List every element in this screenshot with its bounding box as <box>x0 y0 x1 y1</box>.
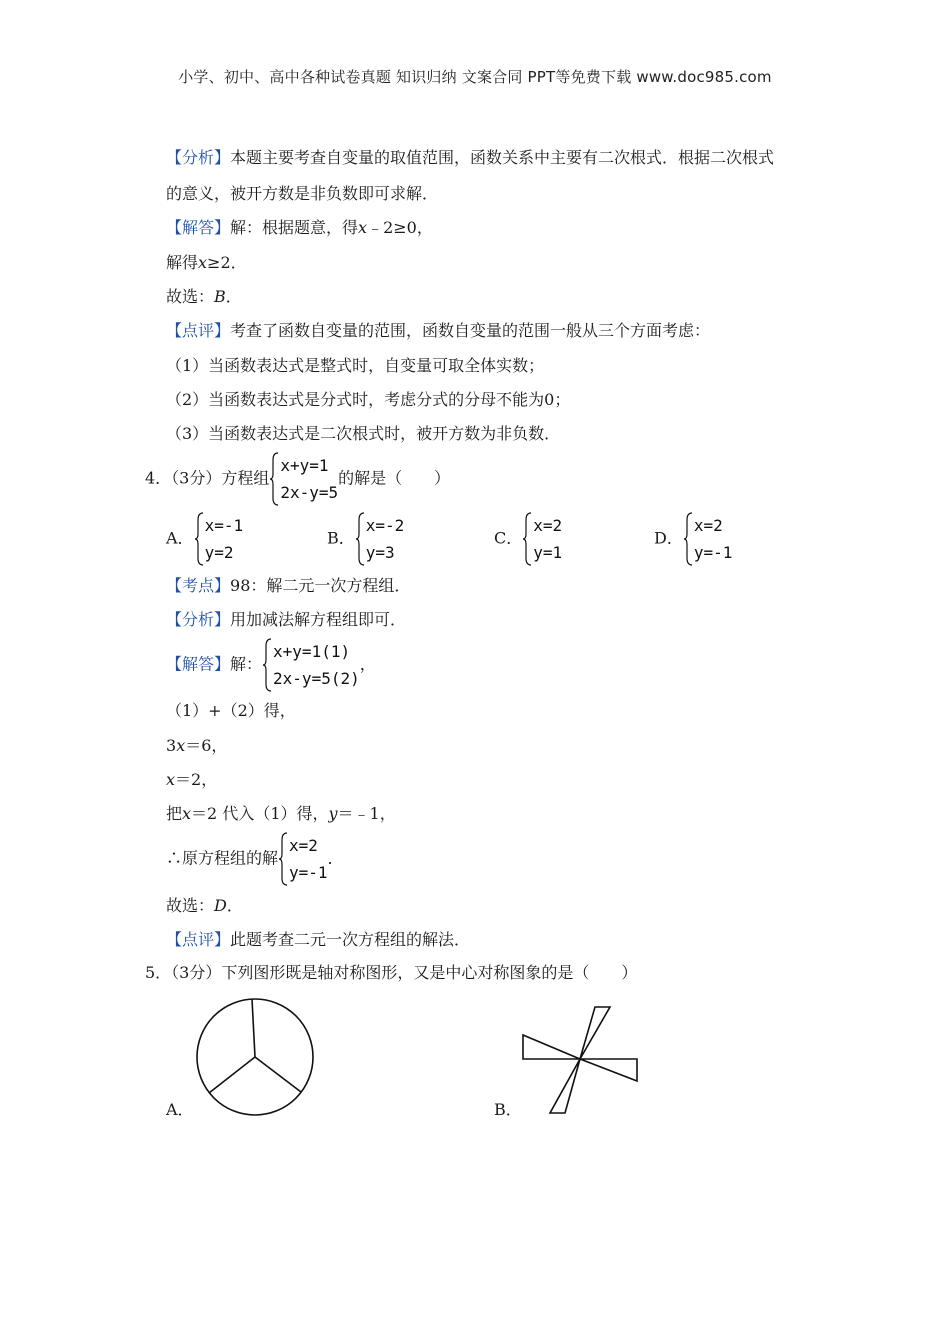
result-end: ． <box>327 848 344 868</box>
equation: y=-1 <box>693 543 733 562</box>
option-b-label[interactable]: B． <box>494 1100 522 1119</box>
equation: 2x-y=5 <box>280 483 339 502</box>
q3-answer-text: 解：根据题意，得 <box>230 218 359 237</box>
brace-icon <box>262 638 272 692</box>
option-d[interactable] <box>654 512 732 566</box>
q4-step-3 <box>166 770 217 790</box>
option-label: C． <box>494 528 523 548</box>
equation: x+y=1(1) <box>273 642 351 661</box>
q4-stem <box>145 452 450 506</box>
q3-choice-line <box>166 287 242 307</box>
option-b[interactable] <box>327 512 404 566</box>
q4-step-4 <box>166 804 396 824</box>
q4-choice-line <box>166 896 243 916</box>
choose-end: ． <box>226 896 243 915</box>
option-label: D． <box>654 528 683 548</box>
q4-point-line <box>166 576 410 596</box>
step-text: 把 <box>166 804 183 823</box>
equation-system <box>522 512 562 566</box>
result-text: ∴原方程组的解 <box>166 848 279 868</box>
equation-system <box>269 452 338 506</box>
equation-system <box>278 832 328 886</box>
option-a[interactable] <box>166 512 243 566</box>
q4-result-line <box>166 832 344 886</box>
page-header: 小学、初中、高中各种试卷真题 知识归纳 文案合同 PPT等免费下载 www.doc985.com <box>178 68 772 86</box>
step-expr: ＝6， <box>185 736 228 755</box>
q4-point-text: 98：解二元一次方程组． <box>230 576 411 595</box>
brace-icon <box>355 512 365 566</box>
option-label: A． <box>166 528 194 548</box>
answer-tag: 【解答】 <box>166 654 231 674</box>
equation-system <box>355 512 405 566</box>
var-x: x <box>176 736 186 755</box>
option-label: B． <box>327 528 355 548</box>
equation: x=-1 <box>204 516 244 535</box>
choose-text: 故选： <box>166 896 215 915</box>
q3-analysis-text-1: 本题主要考查自变量的取值范围，函数关系中主要有二次根式．根据二次根式 <box>230 148 775 167</box>
q3-analysis-line-2: 的意义，被开方数是非负数即可求解． <box>166 184 439 203</box>
q3-analysis-line-1 <box>166 148 774 168</box>
q4-step-1: （1）+（2）得， <box>166 701 296 720</box>
q3-solve-text: 解得 <box>166 253 199 272</box>
q4-answer-line <box>166 638 376 692</box>
equation: x+y=1 <box>280 456 329 475</box>
var-x: x <box>166 770 176 789</box>
coefficient: 3 <box>166 736 177 755</box>
figure-a-circle-divided-three[interactable] <box>190 996 330 1118</box>
q4-analysis-text: 用加减法解方程组即可． <box>230 610 407 629</box>
equation: x=2 <box>533 516 563 535</box>
equation: y=2 <box>204 543 234 562</box>
equation: 2x-y=5(2) <box>273 669 360 688</box>
equation: x=2 <box>693 516 723 535</box>
equation: y=3 <box>365 543 395 562</box>
equation-system <box>194 512 244 566</box>
q4-comment-line <box>166 930 470 950</box>
equation: x=2 <box>289 836 318 855</box>
answer-tag: 【解答】 <box>166 218 231 237</box>
q4-stem-end: 的解是（ ） <box>338 468 451 488</box>
var-x: x <box>358 218 368 237</box>
q4-analysis-line <box>166 610 406 630</box>
choice-letter: B <box>214 287 226 306</box>
q4-stem-text: 4．（3分）方程组 <box>145 468 270 488</box>
brace-icon <box>278 832 288 886</box>
analysis-tag: 【分析】 <box>166 610 231 629</box>
choose-end: ． <box>225 287 242 306</box>
q3-comment-line-2: （1）当函数表达式是整式时，自变量可取全体实数； <box>166 356 545 375</box>
equation: y=-1 <box>289 863 328 882</box>
step-expr: ＝2， <box>175 770 218 789</box>
equation-system <box>262 638 360 692</box>
equation-system <box>683 512 733 566</box>
q3-comment-line-4: （3）当函数表达式是二次根式时，被开方数为非负数． <box>166 424 561 443</box>
brace-icon <box>522 512 532 566</box>
comment-tag: 【点评】 <box>166 321 231 340</box>
brace-icon <box>194 512 204 566</box>
figure-b-pinwheel[interactable] <box>520 1006 640 1118</box>
brace-icon <box>269 452 279 506</box>
option-a-label[interactable]: A． <box>166 1100 194 1119</box>
step-text: ＝2 代入（1）得， <box>191 804 329 823</box>
option-c[interactable] <box>494 512 562 566</box>
var-y: y <box>328 804 338 823</box>
choice-letter: D <box>214 896 227 915</box>
q3-answer-line-2 <box>166 253 247 273</box>
equation: x=-2 <box>365 516 405 535</box>
equation: y=1 <box>533 543 563 562</box>
choose-text: 故选： <box>166 287 215 306</box>
analysis-tag: 【分析】 <box>166 148 231 167</box>
q4-answer-text: 解： <box>230 654 263 674</box>
brace-icon <box>683 512 693 566</box>
q5-stem: 5．（3分）下列图形既是轴对称图形，又是中心对称图象的是（ ） <box>145 963 638 982</box>
var-x: x <box>182 804 192 823</box>
step-expr: ＝﹣1， <box>337 804 396 823</box>
q4-answer-end: ， <box>359 654 376 674</box>
q3-solve-expr: ≥2． <box>207 253 247 272</box>
q3-comment-line-1 <box>166 321 710 341</box>
q3-answer-expr: ﹣2≥0， <box>367 218 433 237</box>
var-x: x <box>198 253 208 272</box>
q3-comment-text: 考查了函数自变量的范围，函数自变量的范围一般从三个方面考虑： <box>230 321 711 340</box>
comment-tag: 【点评】 <box>166 930 231 949</box>
q4-step-2 <box>166 736 227 756</box>
point-tag: 【考点】 <box>166 576 231 595</box>
q4-comment-text: 此题考查二元一次方程组的解法． <box>230 930 471 949</box>
q3-answer-line-1 <box>166 218 433 238</box>
q3-comment-line-3: （2）当函数表达式是分式时，考虑分式的分母不能为0； <box>166 390 571 409</box>
